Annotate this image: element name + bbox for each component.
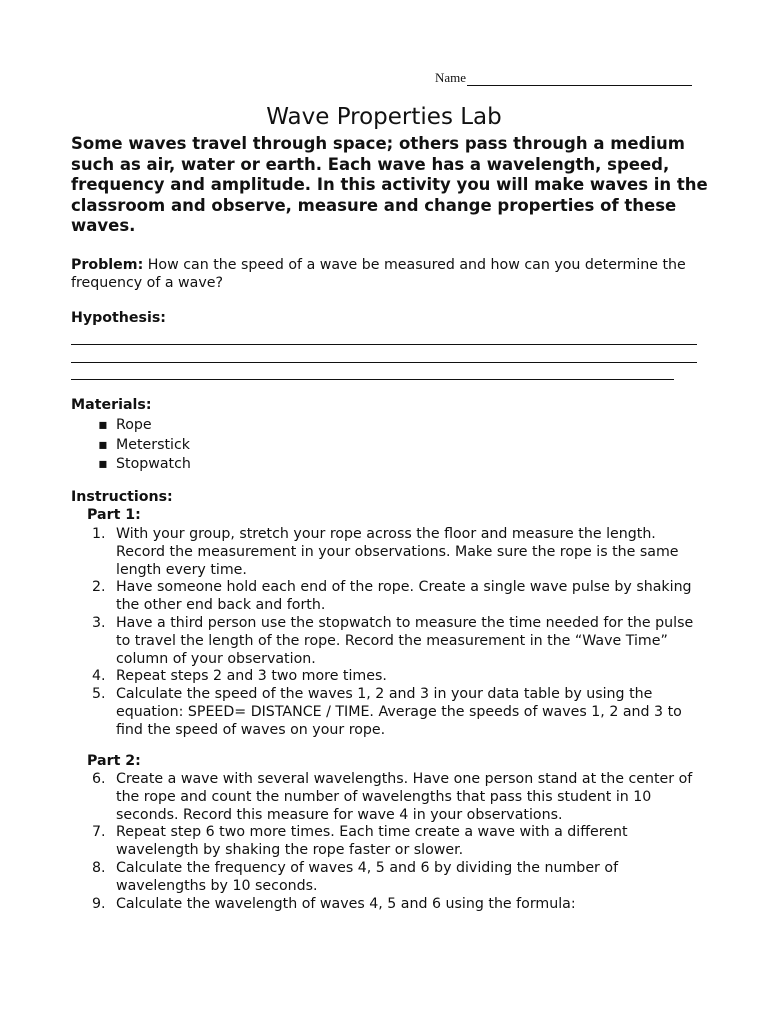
- step-number: 4.: [92, 668, 106, 685]
- step-item: [92, 824, 704, 860]
- step-number: 2.: [92, 579, 106, 596]
- step-item: [92, 526, 704, 579]
- step-item: [92, 686, 704, 739]
- step-text: Create a wave with several wavelengths. Have one person stand at the center of the rope and count the number of wavelengths that pass this student in 10 seconds. Record this measure for wave 4 in your observations.: [116, 771, 693, 823]
- step-number: 7.: [92, 824, 106, 841]
- step-item: [92, 896, 704, 914]
- material-item: [98, 416, 191, 436]
- step-item: [92, 860, 704, 896]
- hypothesis-line-3[interactable]: [71, 379, 674, 380]
- page-title: Wave Properties Lab: [266, 104, 502, 130]
- materials-list: [98, 416, 191, 475]
- hypothesis-label: Hypothesis:: [71, 310, 166, 326]
- materials-label: Materials:: [71, 397, 152, 413]
- material-item-label: Rope: [116, 417, 152, 433]
- problem-statement: [71, 256, 711, 292]
- part2-steps: [92, 771, 704, 913]
- material-item-label: Stopwatch: [116, 456, 191, 472]
- part1-steps: [92, 526, 704, 740]
- material-item: [98, 455, 191, 475]
- step-text: Have someone hold each end of the rope. Create a single wave pulse by shaking the other end back and forth.: [116, 579, 692, 614]
- step-number: 1.: [92, 526, 106, 542]
- name-field[interactable]: [435, 70, 692, 86]
- step-text: Calculate the wavelength of waves 4, 5 and 6 using the formula:: [116, 895, 576, 912]
- name-label: Name: [435, 70, 467, 85]
- step-text: Repeat step 6 two more times. Each time create a wave with a different wavelength by shaking the rope faster or slower.: [116, 824, 628, 859]
- step-item: [92, 668, 704, 686]
- part1-label: Part 1:: [87, 507, 141, 523]
- name-blank-line[interactable]: [467, 72, 692, 86]
- step-number: 6.: [92, 771, 106, 787]
- step-number: 9.: [92, 895, 106, 912]
- material-item-label: Meterstick: [116, 436, 191, 453]
- step-item: [92, 771, 704, 824]
- hypothesis-line-2[interactable]: [71, 362, 697, 363]
- instructions-label: Instructions:: [71, 489, 173, 505]
- step-number: 8.: [92, 859, 106, 876]
- step-item: [92, 615, 704, 668]
- step-text: Calculate the speed of the waves 1, 2 and 3 in your data table by using the equation: SPEED= DISTANCE / TIME. Average the speeds of waves 1, 2 and 3 to find the speed of waves on your rope.: [116, 686, 682, 738]
- step-text: Repeat steps 2 and 3 two more times.: [116, 668, 387, 685]
- step-number: 5.: [92, 686, 106, 703]
- step-number: 3.: [92, 614, 106, 631]
- problem-text: How can the speed of a wave be measured and how can you determine the frequency of a wave?: [71, 257, 686, 291]
- material-item: [98, 436, 191, 456]
- step-text: Have a third person use the stopwatch to measure the time needed for the pulse to travel the length of the rope. Record the measurement in the “Wave Time” column of your observation.: [116, 614, 694, 667]
- bullet-icon: ▪: [98, 417, 108, 433]
- intro-paragraph: Some waves travel through space; others pass through a medium such as air, water or earth. Each wave has a wavelength, speed, frequency and amplitude. In this activity you will make waves in the classroom and observe, measure and change properties of these waves.: [71, 134, 708, 235]
- part2-label: Part 2:: [87, 753, 141, 769]
- bullet-icon: ▪: [98, 456, 108, 472]
- step-text: Calculate the frequency of waves 4, 5 and 6 by dividing the number of wavelengths by 10 seconds.: [116, 859, 619, 894]
- problem-label: Problem:: [71, 257, 144, 273]
- hypothesis-line-1[interactable]: [71, 344, 697, 345]
- step-text: With your group, stretch your rope across the floor and measure the length. Record the measurement in your observations. Make sure the rope is the same length every time.: [116, 526, 679, 578]
- bullet-icon: ▪: [98, 436, 108, 453]
- step-item: [92, 579, 704, 615]
